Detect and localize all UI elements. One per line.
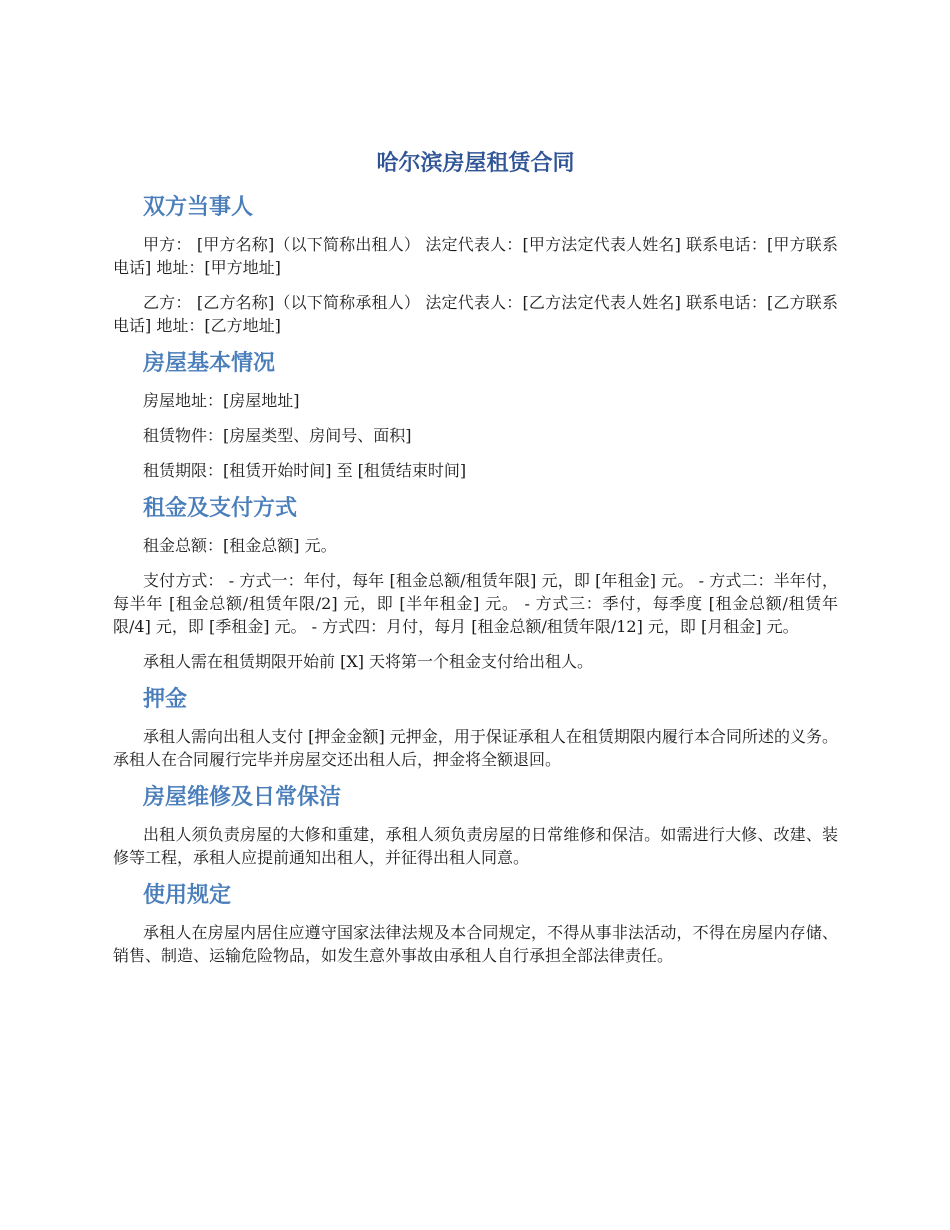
- lease-object-paragraph: 租赁物件：[房屋类型、房间号、面积]: [143, 426, 412, 445]
- section-deposit: [113, 685, 838, 771]
- usage-rules-paragraph: 承租人在房屋内居住应遵守国家法律法规及本合同规定，不得从事非法活动，不得在房屋内存储、销售、制造、运输危险物品，如发生意外事故由承租人自行承担全部法律责任。: [113, 923, 838, 965]
- section-heading: 双方当事人: [143, 195, 254, 220]
- section-usage-rules: [113, 881, 838, 967]
- party-b-paragraph: 乙方： [乙方名称]（以下简称承租人） 法定代表人：[乙方法定代表人姓名] 联系电话：[乙方联系电话] 地址：[乙方地址]: [113, 293, 838, 335]
- section-parties: [113, 193, 838, 337]
- section-heading: 房屋基本情况: [143, 351, 276, 376]
- first-payment-paragraph: 承租人需在租赁期限开始前 [X] 天将第一个租金支付给出租人。: [143, 652, 594, 671]
- party-a-paragraph: 甲方： [甲方名称]（以下简称出租人） 法定代表人：[甲方法定代表人姓名] 联系电话：[甲方联系电话] 地址：[甲方地址]: [113, 235, 838, 277]
- section-property-basics: [113, 349, 838, 482]
- section-heading: 押金: [143, 687, 188, 712]
- section-heading: 使用规定: [143, 883, 232, 908]
- document-page: [113, 147, 838, 979]
- rent-total-paragraph: 租金总额：[租金总额] 元。: [143, 536, 337, 555]
- property-address-paragraph: 房屋地址：[房屋地址]: [143, 391, 300, 410]
- section-heading: 房屋维修及日常保洁: [143, 785, 342, 810]
- lease-term-paragraph: 租赁期限：[租赁开始时间] 至 [租赁结束时间]: [143, 461, 467, 480]
- document-title: 哈尔滨房屋租赁合同: [376, 151, 575, 176]
- section-rent-payment: [113, 494, 838, 673]
- deposit-paragraph: 承租人需向出租人支付 [押金金额] 元押金，用于保证承租人在租赁期限内履行本合同所述的义务。承租人在合同履行完毕并房屋交还出租人后，押金将全额退回。: [113, 727, 838, 769]
- maintenance-paragraph: 出租人须负责房屋的大修和重建，承租人须负责房屋的日常维修和保洁。如需进行大修、改建、装修等工程，承租人应提前通知出租人，并征得出租人同意。: [113, 825, 838, 867]
- payment-methods-paragraph: 支付方式： - 方式一：年付，每年 [租金总额/租赁年限] 元，即 [年租金] 元。 - 方式二：半年付，每半年 [租金总额/租赁年限/2] 元，即 [半年租金] 元。 - 方式三：季付，每季度 [租金总额/租赁年限/4] 元，即 [季租金] 元。 - 方式四：月付，每月 [租金总额/租赁年限/12] 元，即 [月租金] 元。: [113, 571, 838, 636]
- section-maintenance: [113, 783, 838, 869]
- section-heading: 租金及支付方式: [143, 496, 298, 521]
